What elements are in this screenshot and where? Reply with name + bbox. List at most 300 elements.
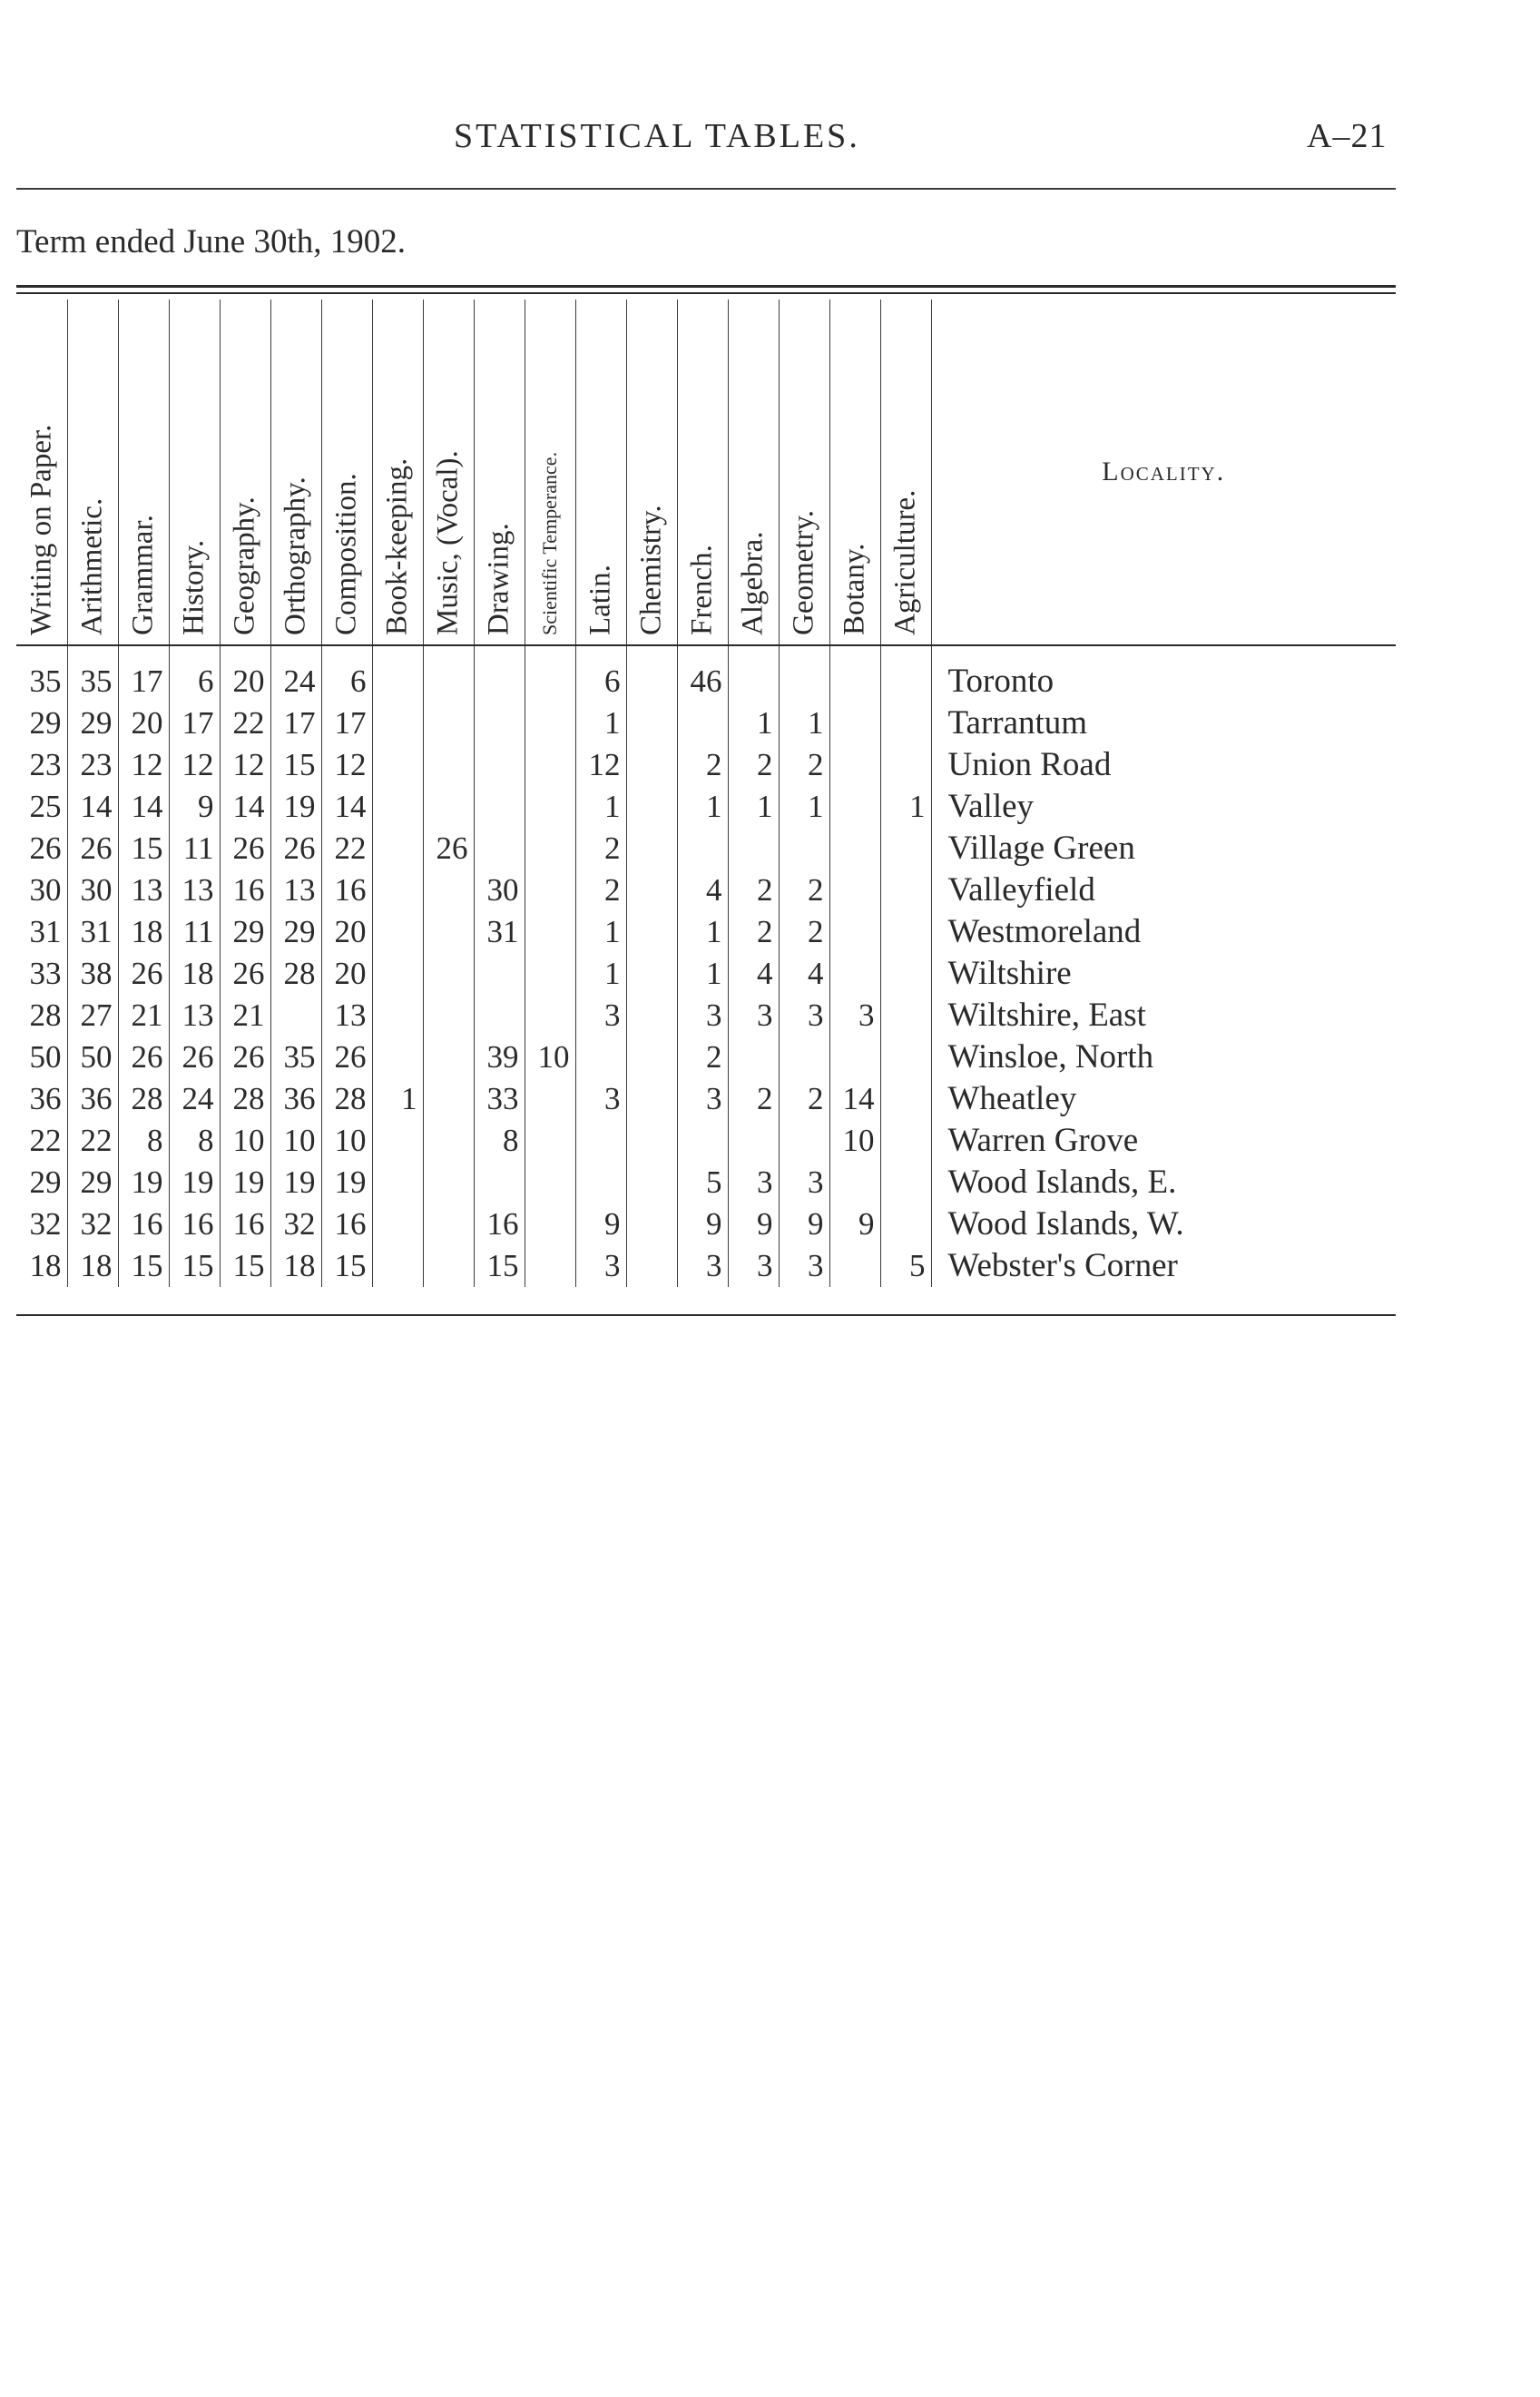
table-cell — [626, 828, 677, 869]
table-cell — [575, 1120, 626, 1162]
table-cell — [880, 1120, 931, 1162]
table-cell — [423, 869, 474, 911]
table-cell — [626, 1120, 677, 1162]
column-header-label: Arithmetic. — [75, 497, 109, 635]
table-cell: 30 — [16, 869, 67, 911]
table-cell: 2 — [728, 1078, 779, 1120]
table-cell — [423, 1245, 474, 1287]
table-row — [16, 645, 1396, 702]
table-cell — [525, 702, 575, 744]
table-row — [16, 869, 1396, 911]
table-cell: 50 — [16, 1036, 67, 1078]
table-cell: 28 — [16, 995, 67, 1036]
table-cell: 33 — [474, 1078, 525, 1120]
table-cell: 2 — [779, 1078, 829, 1120]
locality-header-label: Locality. — [1102, 457, 1226, 486]
table-cell: 18 — [67, 1245, 118, 1287]
table-cell: 29 — [220, 911, 270, 953]
table-cell: 2 — [779, 869, 829, 911]
table-cell: 26 — [118, 953, 169, 995]
table-cell: 29 — [16, 1162, 67, 1203]
locality-cell: Westmoreland — [947, 913, 1142, 950]
table-cell: 9 — [677, 1203, 728, 1245]
table-cell — [626, 911, 677, 953]
table-row — [16, 953, 1396, 995]
page-number: A–21 — [1307, 117, 1388, 155]
table-cell: 20 — [220, 645, 270, 702]
column-header-label: Orthography. — [279, 476, 312, 635]
column-header — [423, 300, 474, 645]
table-cell — [626, 645, 677, 702]
table-cell — [829, 702, 880, 744]
table-cell: 20 — [321, 911, 372, 953]
table-cell — [372, 1203, 423, 1245]
table-cell — [525, 953, 575, 995]
table-cell — [779, 828, 829, 869]
table-cell — [372, 786, 423, 828]
table-cell: 3 — [575, 1245, 626, 1287]
column-header — [67, 300, 118, 645]
column-header — [321, 300, 372, 645]
table-cell: 11 — [169, 828, 220, 869]
table-cell — [829, 786, 880, 828]
table-cell — [525, 786, 575, 828]
table-cell: 36 — [16, 1078, 67, 1120]
table-cell — [779, 1120, 829, 1162]
locality-cell: Wood Islands, E. — [947, 1164, 1177, 1201]
table-cell: 15 — [220, 1245, 270, 1287]
table-header — [16, 300, 1396, 645]
table-cell — [626, 869, 677, 911]
table-cell — [880, 702, 931, 744]
table-cell — [525, 1120, 575, 1162]
table-cell: 6 — [169, 645, 220, 702]
table-cell: 22 — [16, 1120, 67, 1162]
table-cell — [728, 645, 779, 702]
table-cell: 27 — [67, 995, 118, 1036]
table-cell: 28 — [220, 1078, 270, 1120]
table-top-rule — [16, 285, 1396, 288]
table-cell: 1 — [779, 786, 829, 828]
table-cell: 9 — [779, 1203, 829, 1245]
table-cell: 26 — [220, 828, 270, 869]
table-cell: 2 — [779, 744, 829, 786]
table-cell — [372, 911, 423, 953]
table-cell: 22 — [67, 1120, 118, 1162]
table-cell: 2 — [728, 744, 779, 786]
table-cell — [829, 911, 880, 953]
table-row — [16, 702, 1396, 744]
table-cell: 14 — [118, 786, 169, 828]
table-cell: 3 — [677, 1245, 728, 1287]
table-cell: 16 — [118, 1203, 169, 1245]
table-cell — [372, 1162, 423, 1203]
table-cell: 32 — [67, 1203, 118, 1245]
table-cell: 22 — [321, 828, 372, 869]
table-cell: 13 — [270, 869, 321, 911]
table-cell: 1 — [728, 702, 779, 744]
table-cell — [677, 702, 728, 744]
table-cell: 26 — [169, 1036, 220, 1078]
table-cell: 29 — [67, 702, 118, 744]
table-cell — [626, 953, 677, 995]
table-cell — [372, 953, 423, 995]
table-cell: 9 — [829, 1203, 880, 1245]
table-cell — [575, 1162, 626, 1203]
locality-cell: Wiltshire — [947, 955, 1072, 992]
table-row — [16, 1203, 1396, 1245]
column-header — [270, 300, 321, 645]
column-header — [626, 300, 677, 645]
table-cell: 8 — [118, 1120, 169, 1162]
table-cell: 22 — [220, 702, 270, 744]
table-cell: 1 — [372, 1078, 423, 1120]
column-header — [728, 300, 779, 645]
table-cell — [525, 645, 575, 702]
table-cell — [626, 786, 677, 828]
column-header-label: Botany. — [838, 543, 871, 635]
column-header-label: Algebra. — [736, 531, 770, 635]
table-cell: 4 — [779, 953, 829, 995]
table-cell: 26 — [270, 828, 321, 869]
table-cell — [423, 702, 474, 744]
table-cell: 12 — [220, 744, 270, 786]
table-cell: 14 — [321, 786, 372, 828]
table-row — [16, 744, 1396, 786]
table-cell: 19 — [118, 1162, 169, 1203]
table-cell: 3 — [779, 1245, 829, 1287]
table-cell — [525, 1245, 575, 1287]
table-cell — [829, 645, 880, 702]
table-cell — [423, 744, 474, 786]
column-header-label: Agriculture. — [888, 489, 922, 635]
table-cell: 8 — [474, 1120, 525, 1162]
table-cell: 24 — [169, 1078, 220, 1120]
table-cell — [626, 702, 677, 744]
table-cell: 15 — [474, 1245, 525, 1287]
table-cell — [728, 1120, 779, 1162]
table-cell — [474, 786, 525, 828]
table-cell: 1 — [575, 953, 626, 995]
table-cell — [525, 995, 575, 1036]
table-row — [16, 1120, 1396, 1162]
table-cell — [829, 953, 880, 995]
table-cell: 10 — [220, 1120, 270, 1162]
table-cell — [474, 995, 525, 1036]
table-cell: 19 — [321, 1162, 372, 1203]
table-cell: 3 — [677, 1078, 728, 1120]
table-cell: 9 — [169, 786, 220, 828]
table-cell: 6 — [575, 645, 626, 702]
table-cell: 46 — [677, 645, 728, 702]
table-cell — [829, 869, 880, 911]
table-cell — [880, 1162, 931, 1203]
table-cell — [474, 744, 525, 786]
table-cell: 35 — [67, 645, 118, 702]
table-cell — [880, 1078, 931, 1120]
table-cell — [525, 1078, 575, 1120]
table-cell: 1 — [677, 953, 728, 995]
table-cell: 31 — [474, 911, 525, 953]
page-header — [0, 116, 1540, 162]
table-cell: 33 — [16, 953, 67, 995]
table-cell: 16 — [321, 869, 372, 911]
table-cell: 30 — [474, 869, 525, 911]
table-cell: 18 — [169, 953, 220, 995]
table-cell — [423, 995, 474, 1036]
table-row — [16, 1078, 1396, 1120]
table-cell — [829, 1036, 880, 1078]
page-title: STATISTICAL TABLES. — [454, 117, 860, 155]
table-body — [16, 645, 1396, 1287]
column-header — [880, 300, 931, 645]
table-cell: 17 — [321, 702, 372, 744]
table-cell — [474, 828, 525, 869]
table-row — [16, 1162, 1396, 1203]
table-cell: 36 — [67, 1078, 118, 1120]
table-cell — [372, 645, 423, 702]
table-cell — [829, 1162, 880, 1203]
table-cell — [829, 828, 880, 869]
column-header-label: French. — [685, 545, 719, 635]
table-cell: 18 — [118, 911, 169, 953]
column-header — [474, 300, 525, 645]
table-cell — [372, 1120, 423, 1162]
table-cell: 3 — [728, 1162, 779, 1203]
table-cell — [423, 645, 474, 702]
table-cell — [525, 869, 575, 911]
column-header-label: Geography. — [228, 496, 261, 635]
table-cell: 1 — [677, 911, 728, 953]
table-cell: 32 — [16, 1203, 67, 1245]
table-cell — [880, 1036, 931, 1078]
table-cell: 28 — [321, 1078, 372, 1120]
table-cell — [423, 1203, 474, 1245]
table-cell: 24 — [270, 645, 321, 702]
column-header-label: Music, (Vocal). — [431, 450, 465, 635]
table-cell: 14 — [67, 786, 118, 828]
column-header-label: Drawing. — [482, 523, 515, 635]
table-cell: 23 — [67, 744, 118, 786]
table-cell — [423, 953, 474, 995]
locality-cell: Wood Islands, W. — [947, 1205, 1184, 1243]
table-cell: 2 — [779, 911, 829, 953]
table-cell: 29 — [67, 1162, 118, 1203]
table-cell — [626, 1245, 677, 1287]
table-row — [16, 828, 1396, 869]
table-cell — [626, 744, 677, 786]
column-header — [220, 300, 270, 645]
table-cell — [423, 1120, 474, 1162]
table-cell — [829, 744, 880, 786]
table-cell: 9 — [728, 1203, 779, 1245]
table-cell — [474, 1162, 525, 1203]
table-cell: 1 — [575, 786, 626, 828]
table-cell: 17 — [169, 702, 220, 744]
table-cell: 19 — [270, 786, 321, 828]
table-cell — [525, 1162, 575, 1203]
table-cell — [525, 1203, 575, 1245]
table-cell: 12 — [118, 744, 169, 786]
table-cell: 3 — [728, 1245, 779, 1287]
table-cell: 16 — [220, 1203, 270, 1245]
locality-cell: Wiltshire, East — [947, 997, 1146, 1034]
locality-cell: Valleyfield — [947, 871, 1095, 909]
table-cell: 30 — [67, 869, 118, 911]
table-cell: 16 — [321, 1203, 372, 1245]
column-header — [829, 300, 880, 645]
table-cell: 5 — [677, 1162, 728, 1203]
table-cell — [626, 1203, 677, 1245]
table-cell: 3 — [728, 995, 779, 1036]
table-cell: 3 — [575, 995, 626, 1036]
table-cell: 13 — [118, 869, 169, 911]
table-cell: 1 — [779, 702, 829, 744]
table-cell — [880, 744, 931, 786]
table-cell — [880, 995, 931, 1036]
column-header-label: History. — [177, 539, 211, 635]
table-top-rule-inner — [16, 292, 1396, 294]
column-header — [779, 300, 829, 645]
table-cell — [423, 786, 474, 828]
table-cell: 10 — [525, 1036, 575, 1078]
locality-cell: Wheatley — [947, 1080, 1077, 1117]
table-cell: 12 — [575, 744, 626, 786]
locality-cell: Webster's Corner — [947, 1247, 1178, 1284]
table-cell: 31 — [67, 911, 118, 953]
locality-cell: Toronto — [947, 663, 1054, 700]
table-cell: 25 — [16, 786, 67, 828]
table-cell — [423, 1078, 474, 1120]
table-cell — [880, 645, 931, 702]
table-cell: 1 — [575, 911, 626, 953]
table-row — [16, 995, 1396, 1036]
table-cell: 14 — [220, 786, 270, 828]
table-cell: 15 — [321, 1245, 372, 1287]
table-cell: 10 — [270, 1120, 321, 1162]
table-cell — [372, 869, 423, 911]
table-cell: 2 — [575, 828, 626, 869]
table-cell: 26 — [220, 1036, 270, 1078]
table-cell: 15 — [270, 744, 321, 786]
column-header — [372, 300, 423, 645]
table-cell — [270, 995, 321, 1036]
table-cell: 19 — [169, 1162, 220, 1203]
table-cell: 3 — [677, 995, 728, 1036]
locality-header — [931, 300, 1396, 645]
table-cell — [728, 828, 779, 869]
table-cell — [474, 645, 525, 702]
locality-cell: Tarrantum — [947, 704, 1088, 742]
table-cell: 16 — [220, 869, 270, 911]
table-cell: 2 — [728, 911, 779, 953]
table-row — [16, 1036, 1396, 1078]
table-cell: 15 — [169, 1245, 220, 1287]
table-cell — [779, 1036, 829, 1078]
table-cell — [626, 1078, 677, 1120]
table-cell — [423, 1036, 474, 1078]
table-cell — [880, 953, 931, 995]
statistics-table — [16, 300, 1396, 1287]
column-header — [575, 300, 626, 645]
table-cell — [677, 828, 728, 869]
table-cell: 10 — [829, 1120, 880, 1162]
table-cell: 1 — [677, 786, 728, 828]
table-cell: 13 — [321, 995, 372, 1036]
table-cell: 4 — [677, 869, 728, 911]
column-header-label: Scientific Temperance. — [538, 451, 561, 635]
table-cell: 16 — [169, 1203, 220, 1245]
table-cell — [880, 869, 931, 911]
column-header — [169, 300, 220, 645]
table-cell: 28 — [118, 1078, 169, 1120]
table-cell: 14 — [829, 1078, 880, 1120]
locality-cell: Union Road — [947, 746, 1112, 783]
header-row — [16, 300, 1396, 645]
table-row — [16, 911, 1396, 953]
table-cell: 17 — [270, 702, 321, 744]
table-cell — [829, 1245, 880, 1287]
table-cell: 1 — [880, 786, 931, 828]
table-cell — [880, 911, 931, 953]
table-cell — [880, 828, 931, 869]
column-header-label: Chemistry. — [634, 505, 668, 635]
table-cell — [423, 1162, 474, 1203]
table-cell: 18 — [270, 1245, 321, 1287]
table-cell: 31 — [16, 911, 67, 953]
table-cell: 26 — [118, 1036, 169, 1078]
column-header-label: Geometry. — [787, 509, 820, 635]
table-cell: 20 — [321, 953, 372, 995]
table-cell: 8 — [169, 1120, 220, 1162]
column-header — [118, 300, 169, 645]
column-header-label: Composition. — [329, 473, 363, 635]
table-cell — [575, 1036, 626, 1078]
table-cell: 6 — [321, 645, 372, 702]
table-cell: 11 — [169, 911, 220, 953]
table-cell: 4 — [728, 953, 779, 995]
table-cell — [474, 702, 525, 744]
column-header-label: Book-keeping. — [380, 457, 414, 635]
table-cell: 2 — [728, 869, 779, 911]
table-cell: 21 — [118, 995, 169, 1036]
table-cell: 10 — [321, 1120, 372, 1162]
table-cell: 35 — [270, 1036, 321, 1078]
column-header-label: Latin. — [584, 565, 617, 635]
locality-cell: Warren Grove — [947, 1122, 1139, 1159]
table-cell — [525, 744, 575, 786]
table-cell — [880, 1203, 931, 1245]
table-cell — [525, 828, 575, 869]
table-cell — [728, 1036, 779, 1078]
table-cell — [677, 1120, 728, 1162]
term-caption: Term ended June 30th, 1902. — [16, 223, 406, 260]
table-cell: 16 — [474, 1203, 525, 1245]
table-cell: 26 — [423, 828, 474, 869]
locality-cell: Winsloe, North — [947, 1038, 1154, 1076]
table-cell: 5 — [880, 1245, 931, 1287]
table-cell: 2 — [677, 744, 728, 786]
column-header — [525, 300, 575, 645]
table-cell: 20 — [118, 702, 169, 744]
table-cell: 26 — [321, 1036, 372, 1078]
table-cell: 26 — [67, 828, 118, 869]
table-cell: 39 — [474, 1036, 525, 1078]
table-cell — [525, 911, 575, 953]
table-row — [16, 786, 1396, 828]
table-cell — [626, 1162, 677, 1203]
table-cell: 2 — [575, 869, 626, 911]
